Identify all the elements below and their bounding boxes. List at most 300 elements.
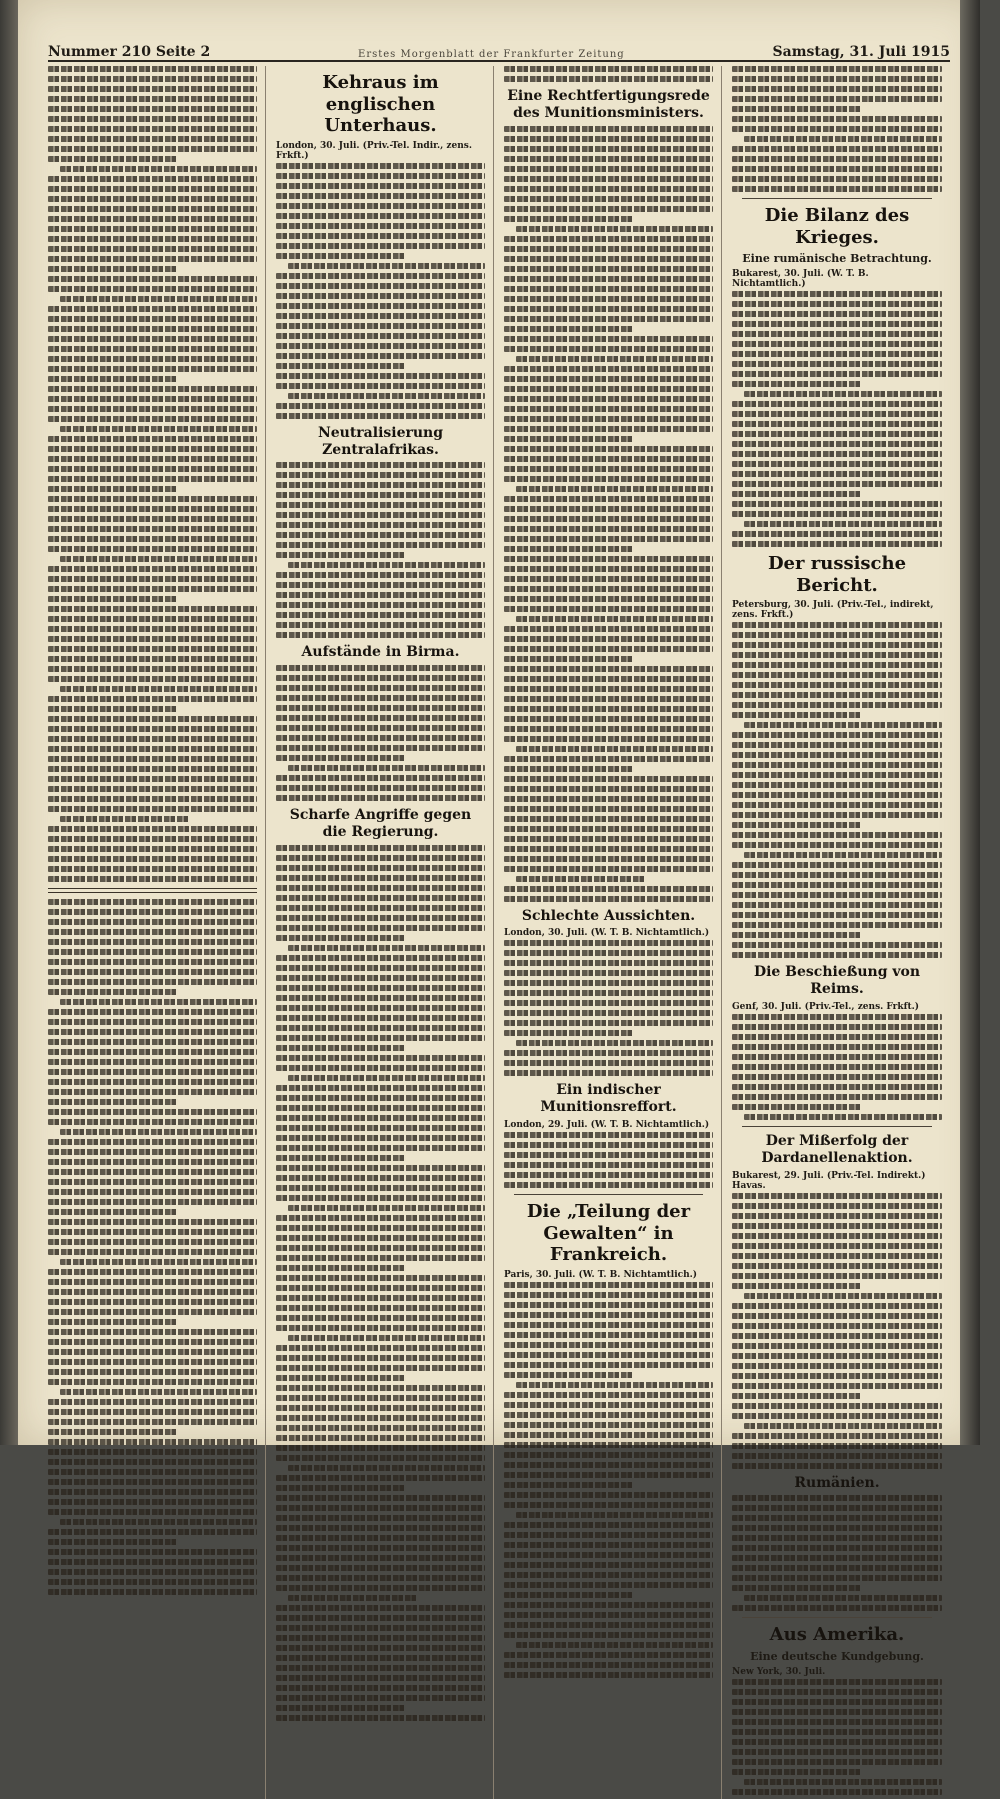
article-dateline: New York, 30. Juli. (732, 1666, 826, 1677)
text-line (504, 856, 713, 862)
text-line (48, 1359, 257, 1365)
text-line (504, 1412, 713, 1418)
text-line (504, 1142, 713, 1148)
text-line (276, 333, 485, 339)
text-line (744, 136, 942, 142)
text-line (276, 1345, 485, 1351)
article-title: Die Beschießung von Reims. (753, 964, 921, 998)
text-line (276, 865, 485, 871)
text-line (48, 806, 257, 812)
text-line (504, 196, 713, 202)
text-line (744, 1779, 942, 1785)
page-header (48, 38, 950, 62)
text-line (48, 316, 257, 322)
text-line (744, 852, 942, 858)
text-line (276, 1525, 485, 1531)
text-line (48, 1149, 257, 1155)
text-line (504, 366, 713, 372)
text-line (732, 1403, 942, 1409)
text-line (48, 496, 257, 502)
text-line (504, 236, 713, 242)
text-line (276, 403, 485, 409)
text-line (48, 726, 257, 732)
text-line (276, 725, 485, 731)
text-line (276, 163, 485, 169)
text-line (504, 736, 713, 742)
text-line (744, 722, 942, 728)
text-block (732, 1193, 942, 1469)
text-line (732, 1333, 942, 1339)
text-line (48, 1569, 257, 1575)
text-line (504, 1422, 713, 1428)
text-line (504, 1402, 713, 1408)
text-line (48, 979, 257, 985)
text-line (60, 296, 257, 302)
text-line (276, 995, 485, 1001)
text-line (504, 256, 713, 262)
text-line (276, 1055, 485, 1061)
text-line (732, 872, 942, 878)
text-line (504, 176, 713, 182)
text-line (60, 426, 257, 432)
text-line (276, 213, 485, 219)
text-line (48, 969, 257, 975)
text-line (504, 1472, 713, 1478)
text-line (276, 193, 485, 199)
text-line (276, 665, 485, 671)
text-line (504, 1662, 713, 1668)
text-line (504, 796, 713, 802)
text-line (276, 1585, 485, 1591)
text-line (732, 1044, 942, 1050)
article-title: Aus Amerika. (769, 1624, 905, 1646)
text-line (276, 313, 485, 319)
text-line (276, 223, 485, 229)
text-line (48, 226, 257, 232)
text-line (276, 715, 485, 721)
text-line (732, 311, 942, 317)
article-dateline: Bukarest, 29. Juli. (Priv.-Tel. Indirekt.) Havas. (732, 1170, 926, 1191)
text-line (732, 1749, 942, 1755)
text-line (276, 885, 485, 891)
text-line (276, 413, 485, 419)
text-line (732, 632, 942, 638)
text-block (504, 940, 713, 1076)
text-line (504, 886, 713, 892)
text-line (732, 1373, 942, 1379)
text-line (48, 1269, 257, 1275)
text-line (276, 183, 485, 189)
text-line (276, 1475, 485, 1481)
text-line (48, 1419, 257, 1425)
text-line (732, 1074, 942, 1080)
text-line (504, 940, 713, 946)
text-line (48, 1229, 257, 1235)
article-dateline: Bukarest, 30. Juli. (W. T. B. Nichtamtlich.) (732, 269, 869, 290)
text-line (276, 1265, 406, 1271)
text-line (504, 1632, 713, 1638)
text-line (504, 316, 713, 322)
text-line (276, 512, 485, 518)
text-line (732, 832, 942, 838)
text-line (48, 1179, 257, 1185)
text-line (732, 166, 942, 172)
text-line (504, 696, 713, 702)
text-line (732, 1273, 942, 1279)
text-block (732, 66, 942, 192)
text-line (48, 1369, 257, 1375)
text-line (276, 915, 485, 921)
text-line (732, 1024, 942, 1030)
text-line (48, 596, 178, 602)
text-line (48, 156, 178, 162)
text-line (276, 1705, 406, 1711)
text-line (48, 1439, 257, 1445)
text-line (48, 1059, 257, 1065)
text-line (732, 116, 942, 122)
text-line (276, 1575, 485, 1581)
text-line (276, 1215, 485, 1221)
text-line (504, 466, 713, 472)
text-line (48, 1559, 257, 1565)
text-line (732, 1084, 942, 1090)
text-line (276, 343, 485, 349)
text-line (504, 126, 713, 132)
text-line (732, 1729, 942, 1735)
text-line (48, 939, 257, 945)
text-line (48, 836, 257, 842)
text-line (732, 1223, 942, 1229)
text-line (48, 1069, 257, 1075)
text-line (48, 1239, 257, 1245)
text-line (732, 481, 942, 487)
text-line (276, 795, 485, 801)
text-line (48, 486, 178, 492)
text-line (276, 1105, 485, 1111)
text-line (276, 1685, 485, 1691)
text-line (276, 895, 485, 901)
text-line (732, 421, 942, 427)
text-line (48, 1019, 257, 1025)
text-line (48, 526, 257, 532)
text-line (504, 186, 713, 192)
text-line (48, 666, 257, 672)
text-line (732, 531, 942, 537)
text-line (276, 1665, 485, 1671)
text-line (504, 636, 713, 642)
text-line (504, 716, 713, 722)
text-line (504, 836, 713, 842)
text-line (732, 411, 942, 417)
text-line (744, 521, 942, 527)
text-line (276, 1125, 485, 1131)
text-line (276, 845, 485, 851)
text-line (732, 461, 942, 467)
text-line (504, 776, 713, 782)
text-line (276, 522, 485, 528)
text-line (732, 1689, 942, 1695)
text-line (276, 1385, 485, 1391)
text-line (732, 301, 942, 307)
text-line (732, 1303, 942, 1309)
text-line (60, 1259, 257, 1265)
article-title: Kehraus im englischen Unterhaus. (322, 72, 439, 137)
text-line (276, 1035, 485, 1041)
text-line (48, 376, 178, 382)
divider (742, 198, 932, 199)
text-line (504, 266, 713, 272)
text-line (504, 146, 713, 152)
text-line (732, 702, 942, 708)
text-line (48, 336, 257, 342)
text-line (276, 1515, 485, 1521)
text-line (48, 626, 257, 632)
text-line (48, 1499, 257, 1505)
text-line (48, 826, 257, 832)
text-line (504, 76, 713, 82)
text-line (48, 96, 257, 102)
text-line (504, 306, 713, 312)
text-line (732, 1505, 942, 1511)
text-line (48, 716, 257, 722)
text-line (276, 1305, 485, 1311)
text-line (276, 1065, 485, 1071)
text-line (732, 692, 942, 698)
text-line (60, 1519, 257, 1525)
text-line (732, 491, 862, 497)
text-line (276, 1045, 406, 1051)
text-line (732, 1555, 942, 1561)
text-line (504, 556, 713, 562)
text-line (276, 875, 485, 881)
text-line (516, 1642, 713, 1648)
text-line (276, 1405, 485, 1411)
text-line (60, 816, 190, 822)
text-line (48, 989, 178, 995)
text-line (732, 511, 942, 517)
text-line (276, 233, 485, 239)
text-line (504, 516, 713, 522)
text-line (504, 576, 713, 582)
divider (742, 1126, 932, 1127)
text-line (276, 1145, 485, 1151)
text-line (504, 896, 713, 902)
text-line (504, 1302, 713, 1308)
text-line (504, 416, 713, 422)
article-title: Eine Rechtfertigungsrede des Munitionsministers. (507, 88, 710, 121)
text-line (732, 952, 942, 958)
text-line (48, 276, 257, 282)
text-line (516, 876, 646, 882)
text-line (732, 752, 942, 758)
text-line (504, 826, 713, 832)
article-dateline: Paris, 30. Juli. (W. T. B. Nichtamtlich.) (504, 1269, 698, 1280)
text-line (732, 401, 942, 407)
text-line (276, 582, 485, 588)
text-line (732, 106, 862, 112)
text-line (732, 1413, 942, 1419)
text-line (276, 905, 485, 911)
text-line (48, 1529, 257, 1535)
text-line (504, 1162, 713, 1168)
text-line (504, 526, 713, 532)
text-line (732, 1343, 942, 1349)
column-3 (504, 66, 722, 1799)
article-title: Aufstände in Birma. (301, 644, 460, 661)
text-line (744, 1114, 942, 1120)
article-subtitle: Eine deutsche Kundgebung. (750, 1649, 924, 1663)
text-line (504, 1050, 713, 1056)
text-line (276, 492, 485, 498)
text-line (504, 666, 713, 672)
text-line (276, 1365, 485, 1371)
text-line (48, 456, 257, 462)
text-line (48, 146, 257, 152)
text-line (276, 1325, 485, 1331)
text-line (276, 532, 485, 538)
text-line (504, 1342, 713, 1348)
text-line (48, 696, 257, 702)
text-line (504, 1282, 713, 1288)
text-line (504, 286, 713, 292)
text-line (48, 396, 257, 402)
text-line (276, 1175, 485, 1181)
text-line (732, 86, 942, 92)
text-block (276, 845, 485, 1721)
text-line (48, 1539, 178, 1545)
text-line (732, 1283, 862, 1289)
text-line (48, 766, 257, 772)
text-line (48, 566, 257, 572)
text-line (48, 616, 257, 622)
text-block (276, 462, 485, 638)
text-line (276, 1355, 485, 1361)
text-line (288, 1595, 418, 1601)
text-line (732, 1034, 942, 1040)
text-line (504, 586, 713, 592)
text-line (48, 1119, 257, 1125)
text-line (276, 1115, 485, 1121)
text-line (732, 501, 942, 507)
text-line (732, 431, 942, 437)
text-line (276, 1445, 485, 1451)
text-line (48, 756, 257, 762)
text-line (732, 321, 942, 327)
text-line (504, 980, 713, 986)
text-line (48, 196, 257, 202)
text-line (504, 606, 713, 612)
text-line (504, 686, 713, 692)
text-line (504, 216, 634, 222)
text-line (504, 136, 713, 142)
article-dateline: Petersburg, 30. Juli. (Priv.-Tel., indirekt, zens. Frkft.) (732, 600, 934, 621)
text-line (276, 1545, 485, 1551)
text-line (48, 1079, 257, 1085)
text-line (732, 146, 942, 152)
text-line (732, 662, 942, 668)
article-title: Schlechte Aussichten. (521, 907, 696, 924)
text-line (732, 882, 942, 888)
text-line (48, 416, 257, 422)
text-line (48, 346, 257, 352)
text-line (504, 1492, 713, 1498)
text-line (48, 106, 257, 112)
text-line (276, 323, 485, 329)
text-line (732, 772, 942, 778)
text-line (732, 1213, 942, 1219)
text-line (48, 356, 257, 362)
text-line (276, 1625, 485, 1631)
text-line (732, 1014, 942, 1020)
text-line (732, 331, 942, 337)
text-line (504, 676, 713, 682)
text-line (48, 1449, 257, 1455)
text-line (732, 66, 942, 72)
text-line (48, 1049, 257, 1055)
text-line (504, 1452, 713, 1458)
text-line (732, 822, 862, 828)
text-line (504, 1372, 634, 1378)
text-line (48, 1479, 257, 1485)
text-line (288, 393, 485, 399)
text-line (48, 1489, 257, 1495)
text-line (276, 612, 485, 618)
text-line (732, 1739, 942, 1745)
article-dateline: London, 30. Juli. (W. T. B. Nichtamtlich.) (504, 928, 710, 939)
text-line (276, 602, 485, 608)
divider (742, 1617, 932, 1618)
text-line (48, 1459, 257, 1465)
text-line (732, 1453, 942, 1459)
text-line (276, 1675, 485, 1681)
text-line (504, 656, 634, 662)
text-line (276, 1715, 485, 1721)
text-line (48, 746, 257, 752)
text-line (276, 1485, 406, 1491)
text-line (504, 1352, 713, 1358)
text-line (288, 562, 485, 568)
text-line (504, 626, 713, 632)
text-line (276, 243, 485, 249)
text-line (276, 1315, 485, 1321)
text-line (48, 1299, 257, 1305)
text-line (48, 706, 178, 712)
text-line (276, 462, 485, 468)
text-line (48, 1579, 257, 1585)
text-line (504, 1020, 713, 1026)
text-line (60, 1389, 257, 1395)
text-line (732, 1789, 942, 1795)
text-line (504, 1070, 713, 1076)
text-line (48, 1189, 257, 1195)
text-line (48, 476, 257, 482)
text-line (732, 156, 942, 162)
text-line (504, 1332, 713, 1338)
text-line (504, 1182, 713, 1188)
binding-gutter (0, 0, 18, 1445)
text-line (504, 456, 713, 462)
text-line (732, 792, 942, 798)
text-line (48, 436, 257, 442)
text-line (48, 1399, 257, 1405)
text-line (732, 942, 942, 948)
text-block (504, 126, 713, 902)
text-line (504, 1000, 713, 1006)
article-title: Der Mißerfolg der Dardanellenaktion. (761, 1132, 913, 1166)
text-line (504, 536, 713, 542)
divider (48, 888, 257, 893)
text-line (48, 1309, 257, 1315)
